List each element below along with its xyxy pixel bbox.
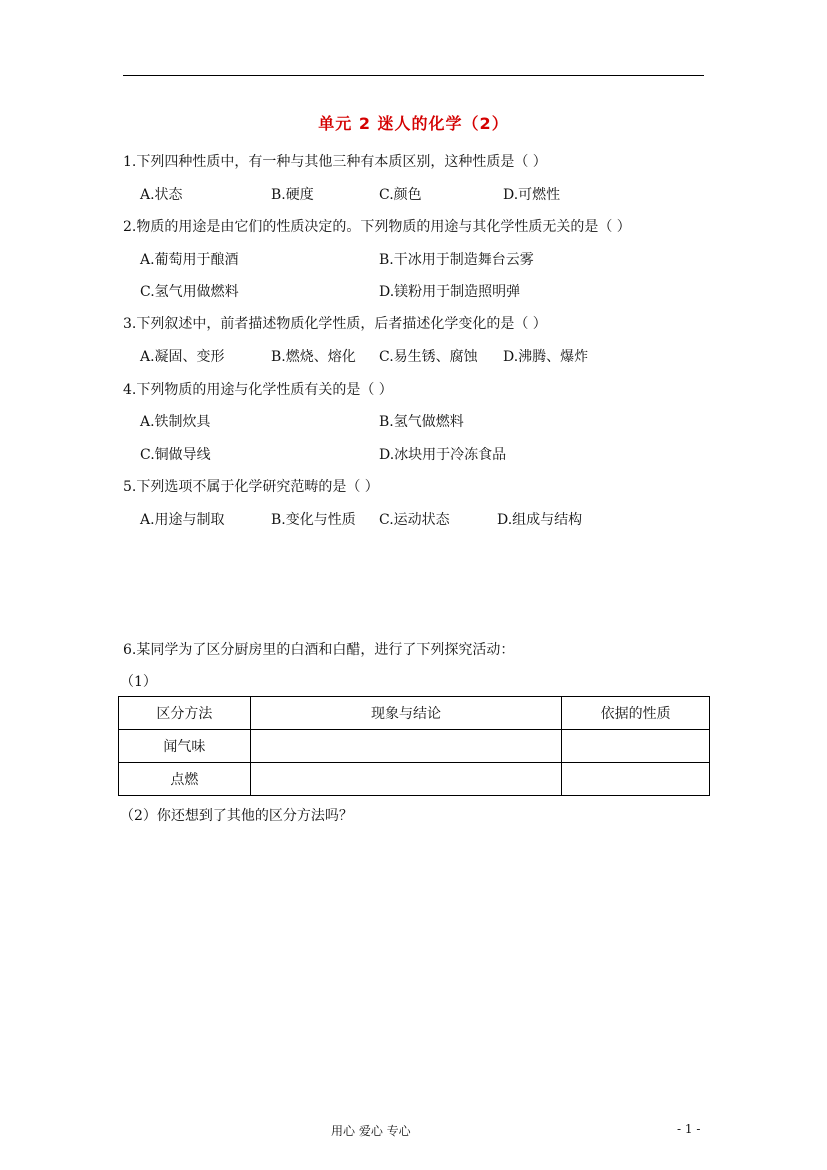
table-cell: 点燃 <box>119 763 251 796</box>
q3-option-d: D.沸腾、爆炸 <box>503 349 589 365</box>
q6-part-2: （2）你还想到了其他的区分方法吗？ <box>120 808 353 824</box>
table-cell <box>562 730 710 763</box>
q4-option-b: B.氢气做燃料 <box>379 414 464 430</box>
table-cell <box>250 763 561 796</box>
table-header-row <box>119 697 710 730</box>
question-2: 2.物质的用途是由它们的性质决定的。下列物质的用途与其化学性质无关的是（ ） <box>123 219 631 235</box>
table-header-cell: 依据的性质 <box>562 697 710 730</box>
q5-option-b: B.变化与性质 <box>271 512 356 528</box>
header-rule <box>123 75 704 76</box>
q4-option-d: D.冰块用于冷冻食品 <box>379 447 507 463</box>
q2-option-b: B.干冰用于制造舞台云雾 <box>379 252 534 268</box>
q4-option-a: A.铁制炊具 <box>140 414 211 430</box>
q3-option-b: B.燃烧、熔化 <box>271 349 356 365</box>
q2-option-a: A.葡萄用于酿酒 <box>140 252 239 268</box>
q3-option-a: A.凝固、变形 <box>140 349 225 365</box>
question-6: 6.某同学为了区分厨房里的白酒和白醋，进行了下列探究活动： <box>123 642 515 658</box>
footer-motto: 用心 爱心 专心 <box>331 1124 411 1138</box>
table-cell <box>250 730 561 763</box>
q2-option-d: D.镁粉用于制造照明弹 <box>379 284 521 300</box>
comparison-table <box>118 696 710 796</box>
q1-option-a: A.状态 <box>140 187 183 203</box>
question-1: 1.下列四种性质中，有一种与其他三种有本质区别，这种性质是（ ） <box>123 154 547 170</box>
q4-option-c: C.铜做导线 <box>140 447 211 463</box>
table-cell: 闻气味 <box>119 730 251 763</box>
page-number: - 1 - <box>677 1122 701 1136</box>
page-title: 单元 2 迷人的化学（2） <box>318 114 509 133</box>
question-3: 3.下列叙述中，前者描述物质化学性质，后者描述化学变化的是（ ） <box>123 316 547 332</box>
q1-option-d: D.可燃性 <box>503 187 561 203</box>
q2-option-c: C.氢气用做燃料 <box>140 284 239 300</box>
table-header-cell: 现象与结论 <box>250 697 561 730</box>
table-row <box>119 763 710 796</box>
table-row <box>119 730 710 763</box>
question-4: 4.下列物质的用途与化学性质有关的是（ ） <box>123 382 393 398</box>
table-header-cell: 区分方法 <box>119 697 251 730</box>
q6-part-1-label: （1） <box>120 674 157 690</box>
question-5: 5.下列选项不属于化学研究范畴的是（ ） <box>123 479 379 495</box>
q5-option-c: C.运动状态 <box>379 512 450 528</box>
q1-option-b: B.硬度 <box>271 187 314 203</box>
q3-option-c: C.易生锈、腐蚀 <box>379 349 478 365</box>
q5-option-a: A.用途与制取 <box>140 512 225 528</box>
table-cell <box>562 763 710 796</box>
q1-option-c: C.颜色 <box>379 187 422 203</box>
q5-option-d: D.组成与结构 <box>497 512 583 528</box>
